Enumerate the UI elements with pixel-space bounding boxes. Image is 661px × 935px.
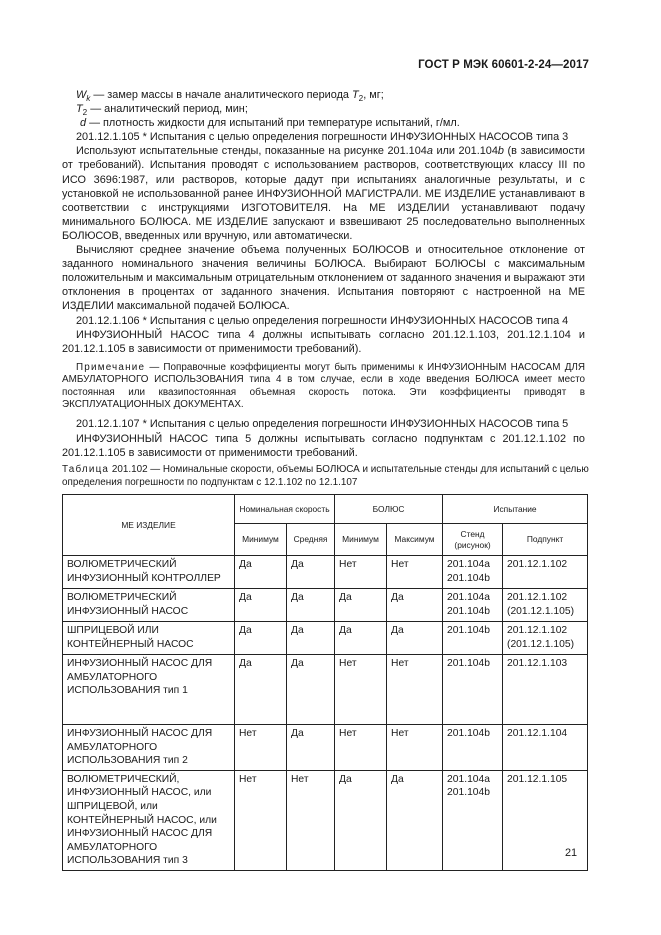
cell-bolus-min: Нет (335, 725, 387, 771)
cell-device: ВОЛЮМЕТРИЧЕСКИЙ, ИНФУЗИОННЫЙ НАСОС, или ШПРИЦЕВОЙ, или КОНТЕЙНЕРНЫЙ НАСОС, или ИНФУЗИОННЫЙ НАСОС ДЛЯ АМБУЛАТОРНОГО ИСПОЛЬЗОВАНИЯ тип 3 (63, 770, 235, 870)
definition-wk: $W_k$ — замер массы в начале аналитического периода $T_2$, мг; (76, 89, 384, 103)
data-table (62, 494, 588, 871)
document-header: ГОСТ Р МЭК 60601-2-24—2017 (418, 59, 589, 71)
cell-device: ВОЛЮМЕТРИЧЕСКИЙ ИНФУЗИОННЫЙ НАСОС (63, 589, 235, 622)
cell-min: Да (235, 556, 287, 589)
page-number: 21 (565, 847, 578, 859)
clause-106-paragraph: ИНФУЗИОННЫЙ НАСОС типа 4 должны испытывать согласно 201.12.1.103, 201.12.1.104 и 201.12.1.105 в зависимости от применимости требований). (62, 328, 585, 355)
cell-device: ИНФУЗИОННЫЙ НАСОС ДЛЯ АМБУЛАТОРНОГО ИСПОЛЬЗОВАНИЯ тип 1 (63, 655, 235, 725)
cell-min: Да (235, 655, 287, 725)
cell-bolus-max: Нет (387, 655, 443, 725)
cell-min: Да (235, 589, 287, 622)
body-text (62, 88, 585, 460)
table-row (63, 556, 588, 589)
cell-mid: Да (287, 725, 335, 771)
table-row (63, 725, 588, 771)
clause-107-paragraph: ИНФУЗИОННЫЙ НАСОС типа 5 должны испытывать согласно подпунктам с 201.12.1.102 по 201.12.1.105 в зависимости от применимости требований. (62, 432, 585, 459)
cell-stand: 201.104b (443, 655, 503, 725)
cell-bolus-max: Да (387, 770, 443, 870)
header-stand: Стенд (рисунок) (443, 524, 503, 556)
header-mid: Средняя (287, 524, 335, 556)
header-clause: Подпункт (503, 524, 588, 556)
cell-bolus-min: Нет (335, 556, 387, 589)
clause-105-title: 201.12.1.105 * Испытания с целью определения погрешности ИНФУЗИОННЫХ НАСОСОВ типа 3 (76, 131, 569, 144)
cell-clause: 201.12.1.103 (503, 655, 588, 725)
clause-107-title: 201.12.1.107 * Испытания с целью определения погрешности ИНФУЗИОННЫХ НАСОСОВ типа 5 (76, 418, 569, 431)
cell-bolus-max: Да (387, 622, 443, 655)
cell-clause: 201.12.1.102 (201.12.1.105) (503, 622, 588, 655)
table-row (63, 770, 588, 870)
cell-min: Да (235, 622, 287, 655)
header-nominal-speed: Номинальная скорость (235, 495, 335, 524)
cell-mid: Да (287, 556, 335, 589)
cell-mid: Да (287, 655, 335, 725)
header-bolus-max: Максимум (387, 524, 443, 556)
cell-bolus-max: Нет (387, 556, 443, 589)
cell-mid: Нет (287, 770, 335, 870)
header-bolus: БОЛЮС (335, 495, 443, 524)
cell-min: Нет (235, 725, 287, 771)
table-row (63, 655, 588, 725)
cell-stand: 201.104a 201.104b (443, 770, 503, 870)
definition-t2: $T_2$ — аналитический период, мин; (76, 103, 248, 118)
header-bolus-min: Минимум (335, 524, 387, 556)
cell-stand: 201.104a 201.104b (443, 556, 503, 589)
cell-bolus-min: Да (335, 589, 387, 622)
header-min: Минимум (235, 524, 287, 556)
clause-105-paragraph-2: Вычисляют среднее значение объема полученных БОЛЮСОВ и относительное отклонение от заданного номинального значения величины БОЛЮСА. Выбирают БОЛЮСЫ с максимальным положительным и максимальным отрицательным отклонением от заданного значения и выражают эти отклонения в процентах от заданного значения. Испытания повторяют с настроенной на МЕ ИЗДЕЛИИ максимальной подачей БОЛЮСА. (62, 244, 585, 313)
header-device: МЕ ИЗДЕЛИЕ (63, 495, 235, 556)
cell-mid: Да (287, 622, 335, 655)
clause-106-title: 201.12.1.106 * Испытания с целью определения погрешности ИНФУЗИОННЫХ НАСОСОВ типа 4 (76, 314, 569, 327)
cell-clause: 201.12.1.105 (503, 770, 588, 870)
cell-bolus-max: Нет (387, 725, 443, 771)
cell-clause: 201.12.1.104 (503, 725, 588, 771)
cell-bolus-min: Да (335, 770, 387, 870)
cell-device: ВОЛЮМЕТРИЧЕСКИЙ ИНФУЗИОННЫЙ КОНТРОЛЛЕР (63, 556, 235, 589)
cell-mid: Да (287, 589, 335, 622)
table-row (63, 622, 588, 655)
cell-stand: 201.104a 201.104b (443, 589, 503, 622)
cell-stand: 201.104b (443, 725, 503, 771)
note: Примечание — Поправочные коэффициенты могут быть применимы к ИНФУЗИОННЫМ НАСОСАМ ДЛЯ АМБУЛАТОРНОГО ИСПОЛЬЗОВАНИЯ типа 4 в том случае, если в ходе введения БОЛЮСА имеет место постоянная или квазипостоянная объемная скорость потока. Эти коэффициенты приводят в ЭКСПЛУАТАЦИОННЫХ ДОКУМЕНТАХ. (62, 361, 585, 410)
cell-bolus-min: Да (335, 622, 387, 655)
table-row (63, 589, 588, 622)
cell-stand: 201.104b (443, 622, 503, 655)
cell-clause: 201.12.1.102 (201.12.1.105) (503, 589, 588, 622)
cell-bolus-max: Да (387, 589, 443, 622)
header-test: Испытание (443, 495, 588, 524)
cell-min: Нет (235, 770, 287, 870)
cell-clause: 201.12.1.102 (503, 556, 588, 589)
clause-105-paragraph-1: Используют испытательные стенды, показанные на рисунке 201.104a или 201.104b (в зависимости от требований). Испытания проводят с использованием растворов, соответствующих классу III по ИСО 3696:1987, или растворов, которые дадут при испытаниях аналогичные результаты, и с установкой не использованной ранее ИНФУЗИОННОЙ МАГИСТРАЛИ. МЕ ИЗДЕЛИЕ устанавливают в соответствии с инструкциями ИЗГОТОВИТЕЛЯ. На МЕ ИЗДЕЛИИ устанавливают подачу минимального БОЛЮСА. МЕ ИЗДЕЛИЕ запускают и взвешивают 25 последовательно выполненных БОЛЮСОВ, введенных или вручную, или автоматически. (62, 145, 585, 242)
cell-bolus-min: Нет (335, 655, 387, 725)
cell-device: ШПРИЦЕВОЙ ИЛИ КОНТЕЙНЕРНЫЙ НАСОС (63, 622, 235, 655)
table-caption: Таблица 201.102 — Номинальные скорости, объемы БОЛЮСА и испытательные стенды для испытаний с целью определения погрешности по подпунктам с 12.1.102 по 12.1.107 (62, 464, 589, 488)
definition-d: d — плотность жидкости для испытаний при температуре испытаний, г/мл. (80, 117, 460, 130)
cell-device: ИНФУЗИОННЫЙ НАСОС ДЛЯ АМБУЛАТОРНОГО ИСПОЛЬЗОВАНИЯ тип 2 (63, 725, 235, 771)
